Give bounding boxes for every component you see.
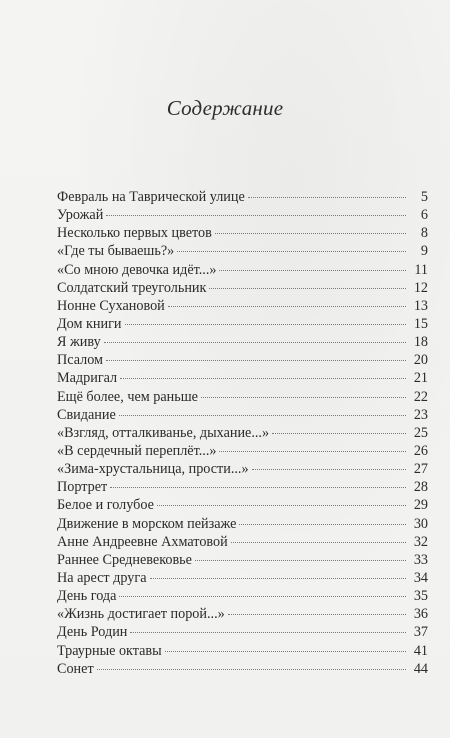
toc-entry: [57, 369, 428, 387]
dot-leader: [150, 578, 406, 579]
toc-entry: [57, 279, 428, 297]
dot-leader: [177, 251, 406, 252]
toc-entry-page-number: 32: [413, 533, 428, 550]
toc-entry-title: Раннее Средневековье: [57, 551, 192, 568]
dot-leader: [209, 288, 406, 289]
dot-leader: [104, 342, 406, 343]
toc-entry-title: Урожай: [57, 207, 104, 224]
dot-leader: [219, 270, 406, 271]
dot-leader: [195, 560, 406, 561]
dot-leader: [272, 433, 406, 434]
toc-entry-page-number: 41: [413, 642, 428, 659]
toc-entry-title: Псалом: [57, 352, 104, 369]
dot-leader: [248, 197, 406, 198]
toc-entry: [57, 478, 428, 496]
toc-entry-page-number: 23: [413, 406, 428, 423]
toc-entry-page-number: 5: [420, 189, 428, 205]
toc-entry: [57, 351, 428, 369]
toc-entry: [57, 333, 428, 351]
toc-entry: [57, 261, 428, 279]
toc-entry-page-number: 6: [420, 207, 428, 224]
toc-entry-title: Сонет: [57, 660, 94, 677]
toc-entry-page-number: 13: [413, 297, 428, 314]
dot-leader: [219, 451, 406, 452]
toc-entry-title: Я живу: [57, 334, 101, 351]
toc-entry-title: На арест друга: [57, 569, 147, 586]
toc-entry: [57, 224, 428, 242]
toc-entry: [57, 297, 428, 315]
toc-entry: [57, 315, 428, 333]
dot-leader: [106, 360, 406, 361]
toc-entry: [57, 660, 428, 678]
toc-entry-title: «Взгляд, отталкиванье, дыхание...»: [57, 424, 270, 441]
dot-leader: [239, 524, 406, 525]
dot-leader: [165, 651, 406, 652]
dot-leader: [119, 596, 406, 597]
toc-entry-title: Несколько первых цветов: [57, 225, 212, 242]
toc-entry: [57, 388, 428, 406]
dot-leader: [168, 306, 406, 307]
toc-entry-page-number: 29: [413, 497, 428, 514]
toc-entry-page-number: 28: [413, 479, 428, 496]
toc-entry: [57, 605, 428, 623]
toc-entry-page-number: 37: [413, 624, 428, 641]
dot-leader: [106, 215, 406, 216]
toc-entry-page-number: 35: [413, 588, 428, 605]
dot-leader: [231, 542, 406, 543]
toc-entry-page-number: 21: [413, 370, 428, 387]
dot-leader: [157, 505, 406, 506]
toc-entry-title: Движение в морском пейзаже: [57, 515, 237, 532]
toc-entry-page-number: 18: [413, 334, 428, 351]
toc-entry-title: Солдатский треугольник: [57, 279, 207, 296]
toc-entry: [57, 460, 428, 478]
dot-leader: [201, 397, 406, 398]
toc-entry: [57, 424, 428, 442]
toc-entry: [57, 242, 428, 260]
toc-entry-title: Белое и голубое: [57, 497, 154, 514]
toc-entry-title: Дом книги: [57, 315, 122, 332]
dot-leader: [215, 233, 406, 234]
toc-entry-page-number: 9: [420, 243, 428, 260]
toc-entry: [57, 533, 428, 551]
toc-entry-page-number: 11: [414, 261, 428, 278]
toc-entry-title: Ещё более, чем раньше: [57, 388, 198, 405]
toc-entry-title: Анне Андреевне Ахматовой: [57, 533, 228, 550]
toc-entry-title: Свидание: [57, 406, 116, 423]
toc-entry-title: «Где ты бываешь?»: [57, 243, 175, 260]
toc-entry-page-number: 36: [413, 606, 428, 623]
toc-entry-page-number: 22: [413, 388, 428, 405]
toc-entry-page-number: 8: [420, 225, 428, 242]
dot-leader: [97, 669, 406, 670]
toc-entry: [57, 569, 428, 587]
toc-entry-page-number: 30: [413, 515, 428, 532]
toc-entry-page-number: 33: [413, 551, 428, 568]
toc-entry: [57, 442, 428, 460]
toc-entry-title: «В сердечный переплёт...»: [57, 442, 217, 459]
toc-entry: [57, 515, 428, 533]
toc-entry-title: «Жизнь достигает порой...»: [57, 606, 225, 623]
toc-entry-title: Мадригал: [57, 370, 118, 387]
toc-entry: [57, 406, 428, 424]
toc-entry-page-number: 12: [413, 279, 428, 296]
toc-entry-title: День Родин: [57, 624, 128, 641]
dot-leader: [119, 415, 406, 416]
toc-entry-page-number: 34: [413, 569, 428, 586]
toc-entry: [57, 496, 428, 514]
toc-entry-page-number: 44: [413, 660, 428, 677]
toc-entry-page-number: 26: [413, 442, 428, 459]
toc-entry: [57, 206, 428, 224]
toc-entry-page-number: 20: [413, 352, 428, 369]
toc-entry-page-number: 15: [413, 315, 428, 332]
page-title: Содержание: [166, 96, 284, 120]
toc-entry: [57, 587, 428, 605]
dot-leader: [228, 614, 406, 615]
table-of-contents: [57, 188, 428, 678]
toc-entry-page-number: 25: [413, 424, 428, 441]
dot-leader: [252, 469, 406, 470]
toc-entry-title: Нонне Сухановой: [57, 297, 165, 314]
toc-entry-title: Траурные октавы: [57, 642, 162, 659]
toc-entry-title: Портрет: [57, 479, 108, 496]
dot-leader: [110, 487, 406, 488]
dot-leader: [125, 324, 406, 325]
dot-leader: [120, 378, 406, 379]
toc-entry: [57, 642, 428, 660]
toc-entry: [57, 188, 428, 206]
toc-entry-title: «Со мною девочка идёт...»: [57, 261, 217, 278]
toc-entry: [57, 551, 428, 569]
dot-leader: [130, 632, 406, 633]
toc-entry-page-number: 27: [413, 461, 428, 478]
toc-entry-title: «Зима-хрустальница, прости...»: [57, 461, 249, 478]
toc-entry: [57, 623, 428, 641]
toc-entry-title: Февраль на Таврической улице: [57, 189, 245, 205]
toc-entry-title: День года: [57, 588, 117, 605]
